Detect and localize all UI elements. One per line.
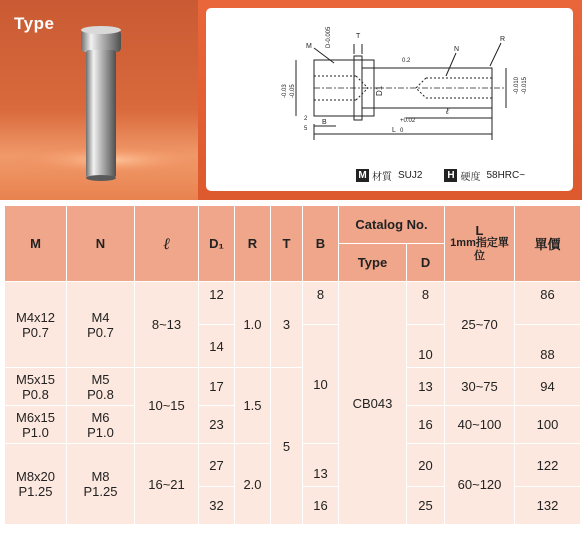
header-price: 單價 <box>515 206 581 282</box>
cell-d1: 23 <box>199 406 235 444</box>
cell-b: 16 <box>303 487 339 525</box>
header-catalog-no: Catalog No. <box>339 206 445 244</box>
cell-price: 88 <box>515 325 581 368</box>
cell-m: M6x15 P1.0 <box>5 406 67 444</box>
drawing-label-2: 2 <box>304 116 308 122</box>
cell-d: 13 <box>407 368 445 406</box>
cell-ell: 10~15 <box>135 368 199 444</box>
cell-n: M4 P0.7 <box>67 282 135 368</box>
product-photo <box>0 0 198 200</box>
drawing-label-t: T <box>356 33 361 40</box>
cell-n: M8 P1.25 <box>67 444 135 525</box>
drawing-label-m: M <box>306 43 312 50</box>
cell-type: CB043 <box>339 282 407 525</box>
drawing-label-n: N <box>454 46 460 53</box>
drawing-label-5: 5 <box>304 126 308 132</box>
header-d1: D₁ <box>199 206 235 282</box>
cell-t: 3 <box>271 282 303 368</box>
cell-m: M5x15 P0.8 <box>5 368 67 406</box>
cell-price: 86 <box>515 282 581 325</box>
drawing-label-l: L <box>392 127 396 134</box>
cell-l: 25~70 <box>445 282 515 368</box>
cell-ell: 16~21 <box>135 444 199 525</box>
drawing-label-right-tol-b: -0.015 <box>522 76 528 94</box>
header-l-main: L <box>475 223 484 238</box>
cell-m: M8x20 P1.25 <box>5 444 67 525</box>
product-banner <box>0 0 582 200</box>
cell-l: 40~100 <box>445 406 515 444</box>
header-r: R <box>235 206 271 282</box>
cell-price: 132 <box>515 487 581 525</box>
technical-drawing <box>206 8 573 191</box>
header-ell: ℓ <box>135 206 199 282</box>
cell-ell: 8~13 <box>135 282 199 368</box>
cell-b: 13 <box>303 444 339 487</box>
drawing-label-l-zero: 0 <box>400 128 404 134</box>
drawing-label-left-tol-a: -0.03 <box>282 84 288 98</box>
cell-l: 30~75 <box>445 368 515 406</box>
cell-n: M5 P0.8 <box>67 368 135 406</box>
hardness-value: 58HRC~ <box>486 170 526 181</box>
header-b: B <box>303 206 339 282</box>
header-n: N <box>67 206 135 282</box>
material-value: SUJ2 <box>398 170 423 181</box>
material-code-icon: M <box>356 169 369 182</box>
header-type: Type <box>339 244 407 282</box>
material-legend <box>356 168 531 183</box>
cell-d1: 17 <box>199 368 235 406</box>
header-t: T <box>271 206 303 282</box>
cell-n: M6 P1.0 <box>67 406 135 444</box>
cell-d: 20 <box>407 444 445 487</box>
cell-d1: 32 <box>199 487 235 525</box>
cell-d: 8 <box>407 282 445 325</box>
drawing-label-d-tol: D-0.005 <box>326 26 332 48</box>
material-label: 材質 <box>372 172 392 183</box>
drawing-label-0-2: 0.2 <box>402 58 411 64</box>
drawing-label-right-tol-a: -0.010 <box>514 76 520 94</box>
type-label: Type <box>14 14 55 33</box>
drawing-label-ell: ℓ <box>446 106 449 116</box>
cell-price: 100 <box>515 406 581 444</box>
drawing-label-d1: D1 <box>375 85 384 96</box>
cell-r: 2.0 <box>235 444 271 525</box>
hardness-label: 硬度 <box>460 172 481 183</box>
cell-d: 10 <box>407 325 445 368</box>
drawing-label-b: B <box>322 119 327 126</box>
cell-price: 122 <box>515 444 581 487</box>
drawing-label-l-plus: +0.02 <box>400 118 416 124</box>
header-m: M <box>5 206 67 282</box>
header-l <box>445 206 515 282</box>
cell-b: 8 <box>303 282 339 325</box>
header-l-sub: 1mm指定單位 <box>450 237 509 262</box>
drawing-label-left-tol-b: -0.05 <box>290 84 296 98</box>
spec-table <box>4 205 581 525</box>
header-d: D <box>407 244 445 282</box>
drawing-label-r: R <box>500 36 506 43</box>
cell-b: 10 <box>303 325 339 444</box>
cell-d: 25 <box>407 487 445 525</box>
cell-m: M4x12 P0.7 <box>5 282 67 368</box>
cell-d: 16 <box>407 406 445 444</box>
cell-d1: 27 <box>199 444 235 487</box>
hardness-code-icon: H <box>444 169 457 182</box>
cell-d1: 12 <box>199 282 235 325</box>
cell-l: 60~120 <box>445 444 515 525</box>
cell-t: 5 <box>271 368 303 525</box>
cell-d1: 14 <box>199 325 235 368</box>
cell-r: 1.0 <box>235 282 271 368</box>
cell-price: 94 <box>515 368 581 406</box>
cell-r: 1.5 <box>235 368 271 444</box>
